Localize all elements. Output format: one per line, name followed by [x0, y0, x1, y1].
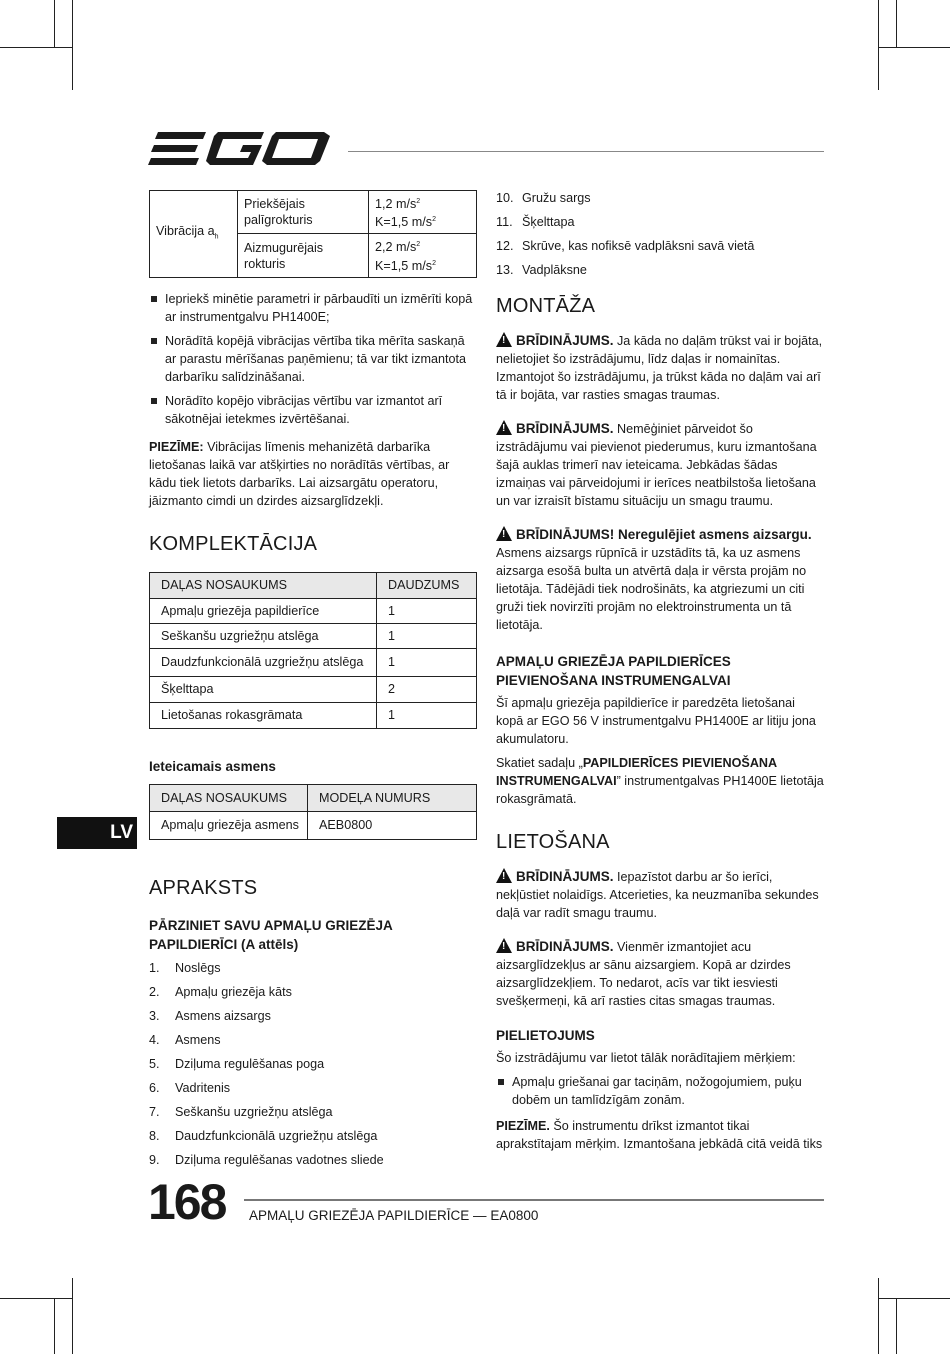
table-cell: Apmaļu griezēja asmens — [150, 811, 308, 839]
usage-list — [496, 1073, 824, 1109]
crop-mark — [878, 47, 950, 48]
crop-mark — [896, 1298, 897, 1354]
table-cell: 1 — [377, 702, 477, 728]
table-cell: Apmaļu griezēja papildierīce — [150, 598, 377, 623]
note-paragraph: PIEZĪME: Vibrācijas līmenis mehanizētā darbarīka lietošanas laikā var atšķirties no norādītās vērtības, ar kādu tiek lietots darbarīks. Lai aizsargātu operatoru, jāizmanto cimdi un dzirdes aizsarglīdzekļi. — [149, 439, 450, 508]
apraksts-subtitle: PĀRZINIET SAVU APMAĻU GRIEZĒJA PAPILDIERĪCI (A attēls) — [149, 917, 393, 952]
vibration-value: 2,2 $m/s^2$ K=1,5 $m/s^2$ — [369, 234, 477, 277]
table-cell: Daudzfunkcionālā uzgriežņu atslēga — [150, 648, 377, 676]
language-tab: LV — [57, 817, 137, 849]
right-column — [496, 186, 824, 1153]
footer-rule — [244, 1199, 824, 1201]
table-cell: AEB0800 — [308, 811, 477, 839]
warning-paragraph: ! BRĪDINĀJUMS. Iepazīstot darbu ar šo ierīci, nekļūstiet nolaidīgs. Atcerieties, ka neuzmanība sekundes daļā var radīt smagu traumu. — [496, 869, 819, 920]
warning-paragraph: ! BRĪDINĀJUMS. Vienmēr izmantojiet acu aizsarglīdzekļus ar sānu aizsargiem. Kopā ar dzirdes aizsarglīdzekļiem. To nedarot, acīs var tikt iesviesti svešķermeņi, kā arī rasties citas smagas traumas. — [496, 939, 791, 1008]
table-cell: Lietošanas rokasgrāmata — [150, 702, 377, 728]
section-title-montaza: MONTĀŽA — [496, 295, 596, 317]
warning-paragraph: ! BRĪDINĀJUMS. Ja kāda no daļām trūkst vai ir bojāta, nelietojiet šo izstrādājumu, līdz daļas ir nomainītas. Izmantojot šo izstrādājumu, ja trūkst kāda no daļām vai arī tā ir bojāta, var rasties smagas traumas. — [496, 333, 823, 402]
table-header: DAĻAS NOSAUKUMS — [150, 784, 308, 811]
asmens-title: Ieteicamais asmens — [149, 758, 276, 774]
left-column — [149, 190, 477, 1172]
warning-icon: ! — [496, 332, 512, 347]
table-header: DAUDZUMS — [377, 572, 477, 598]
crop-mark — [54, 0, 55, 48]
list-item: 3. Asmens aizsargs — [149, 1008, 271, 1023]
note-paragraph: PIEZĪME. Šo instrumentu drīkst izmantot tikai aprakstītajam mērķim. Izmantošana jebkādā citā veidā tiks — [496, 1119, 823, 1151]
vibration-part: Priekšējais palīgrokturis — [238, 191, 369, 234]
notes-list — [149, 290, 477, 428]
warning-paragraph: ! BRĪDINĀJUMS! Neregulējiet asmens aizsargu. Asmens aizsargs rūpnīcā ir uzstādīts tā, ka uz asmens aizsarga esošā bulta un atvērtā daļa ir vērsta projām no lietotāja. Tādējādi tiek nodrošināts, ka atgriezumi un citi gruži tiek novirzīti projām no elektroinstrumenta un tā lietotāja. — [496, 527, 812, 632]
vibration-label: Vibrācija $a_h$ — [150, 191, 238, 278]
list-item: 4. Asmens — [149, 1032, 221, 1047]
page-number: 168 — [148, 1174, 226, 1230]
list-item: 1. Noslēgs — [149, 960, 221, 975]
warning-paragraph: ! BRĪDINĀJUMS. Nemēģiniet pārveidot šo izstrādājumu vai pievienot piederumus, kuru izmantošana šajā auklas trimerī nav ieteicama. Jebkādas šādas izmaiņas vai pārveidojumi ir ierīces neatbilstoša lietošana un var izraisīt bīstamu situāciju un smagu traumu. — [496, 421, 817, 508]
list-item: 7. Seškanšu uzgriežņu atslēga — [149, 1104, 333, 1119]
crop-mark — [896, 0, 897, 48]
parts-list — [149, 956, 477, 1172]
vibration-value: 1,2 $m/s^2$ K=1,5 $m/s^2$ — [369, 191, 477, 234]
pielietojums-title: PIELIETOJUMS — [496, 1028, 595, 1043]
montaza-subtitle: APMAĻU GRIEZĒJA PAPILDIERĪCES PIEVIENOŠANA INSTRUMENGALVAI — [496, 654, 731, 688]
list-item: Iepriekš minētie parametri ir pārbaudīti un izmērīti kopā ar instrumentgalvu PH1400E; — [149, 290, 477, 326]
list-item: 12. Skrūve, kas nofiksē vadplāksni savā vietā — [496, 239, 755, 253]
crop-mark — [72, 1278, 73, 1354]
warning-icon: ! — [496, 526, 512, 541]
table-cell: Šķelttapa — [150, 676, 377, 702]
list-item: 13. Vadplāksne — [496, 263, 587, 277]
ego-logo — [148, 128, 333, 172]
crop-mark — [0, 47, 72, 48]
warning-icon: ! — [496, 868, 512, 883]
footer-title: APMAĻU GRIEZĒJA PAPILDIERĪCE — EA0800 — [249, 1208, 539, 1223]
list-item: 6. Vadritenis — [149, 1080, 231, 1095]
vibration-part: Aizmugurējais rokturis — [238, 234, 369, 277]
table-cell: 2 — [377, 676, 477, 702]
warning-icon: ! — [496, 420, 512, 435]
list-item: 5. Dziļuma regulēšanas poga — [149, 1056, 325, 1071]
table-cell: 1 — [377, 648, 477, 676]
list-item: 2. Apmaļu griezēja kāts — [149, 984, 292, 999]
table-header: MODEĻA NUMURS — [308, 784, 477, 811]
list-item: Norādītā kopējā vibrācijas vērtība tika mērīta saskaņā ar parastu mērīšanas paņēmienu; tā var tikt izmantota darbarīku salīdzināšanai. — [149, 332, 477, 386]
section-title-apraksts: APRAKSTS — [149, 876, 258, 899]
crop-mark — [0, 1298, 72, 1299]
asmens-table — [149, 784, 477, 840]
section-title-lietosana: LIETOŠANA — [496, 831, 610, 853]
crop-mark — [72, 0, 73, 90]
header-rule — [348, 151, 824, 152]
table-header: DAĻAS NOSAUKUMS — [150, 572, 377, 598]
list-item: 11. Šķelttapa — [496, 215, 575, 229]
list-item: 8. Daudzfunkcionālā uzgriežņu atslēga — [149, 1128, 378, 1143]
crop-mark — [878, 1298, 950, 1299]
list-item: Apmaļu griešanai gar taciņām, nožogojumiem, puķu dobēm un tamlīdzīgām zonām. — [496, 1073, 824, 1109]
warning-icon: ! — [496, 938, 512, 953]
table-cell: 1 — [377, 598, 477, 623]
paragraph: Šī apmaļu griezēja papildierīce ir paredzēta lietošanai kopā ar EGO 56 V instrumentgalvu PH1400E ar litiju jona akumulatoru. — [496, 696, 816, 746]
paragraph: Šo izstrādājumu var lietot tālāk norādītajiem mērķiem: — [496, 1051, 796, 1065]
section-title-komplektacija: KOMPLEKTĀCIJA — [149, 532, 318, 555]
crop-mark — [878, 1278, 879, 1354]
list-item: 10. Gružu sargs — [496, 191, 591, 205]
parts-list-continued — [496, 186, 824, 282]
table-cell: 1 — [377, 623, 477, 648]
komplektacija-table — [149, 572, 477, 729]
paragraph: Skatiet sadaļu „PAPILDIERĪCES PIEVIENOŠANA INSTRUMENGALVAI” instrumentgalvas PH1400E lietotāja rokasgrāmatā. — [496, 756, 824, 806]
crop-mark — [878, 0, 879, 90]
list-item: Norādīto kopējo vibrācijas vērtību var izmantot arī sākotnējai ietekmes izvērtēšanai. — [149, 392, 477, 428]
crop-mark — [54, 1298, 55, 1354]
table-cell: Seškanšu uzgriežņu atslēga — [150, 623, 377, 648]
list-item: 9. Dziļuma regulēšanas vadotnes sliede — [149, 1152, 384, 1167]
vibration-table — [149, 190, 477, 278]
